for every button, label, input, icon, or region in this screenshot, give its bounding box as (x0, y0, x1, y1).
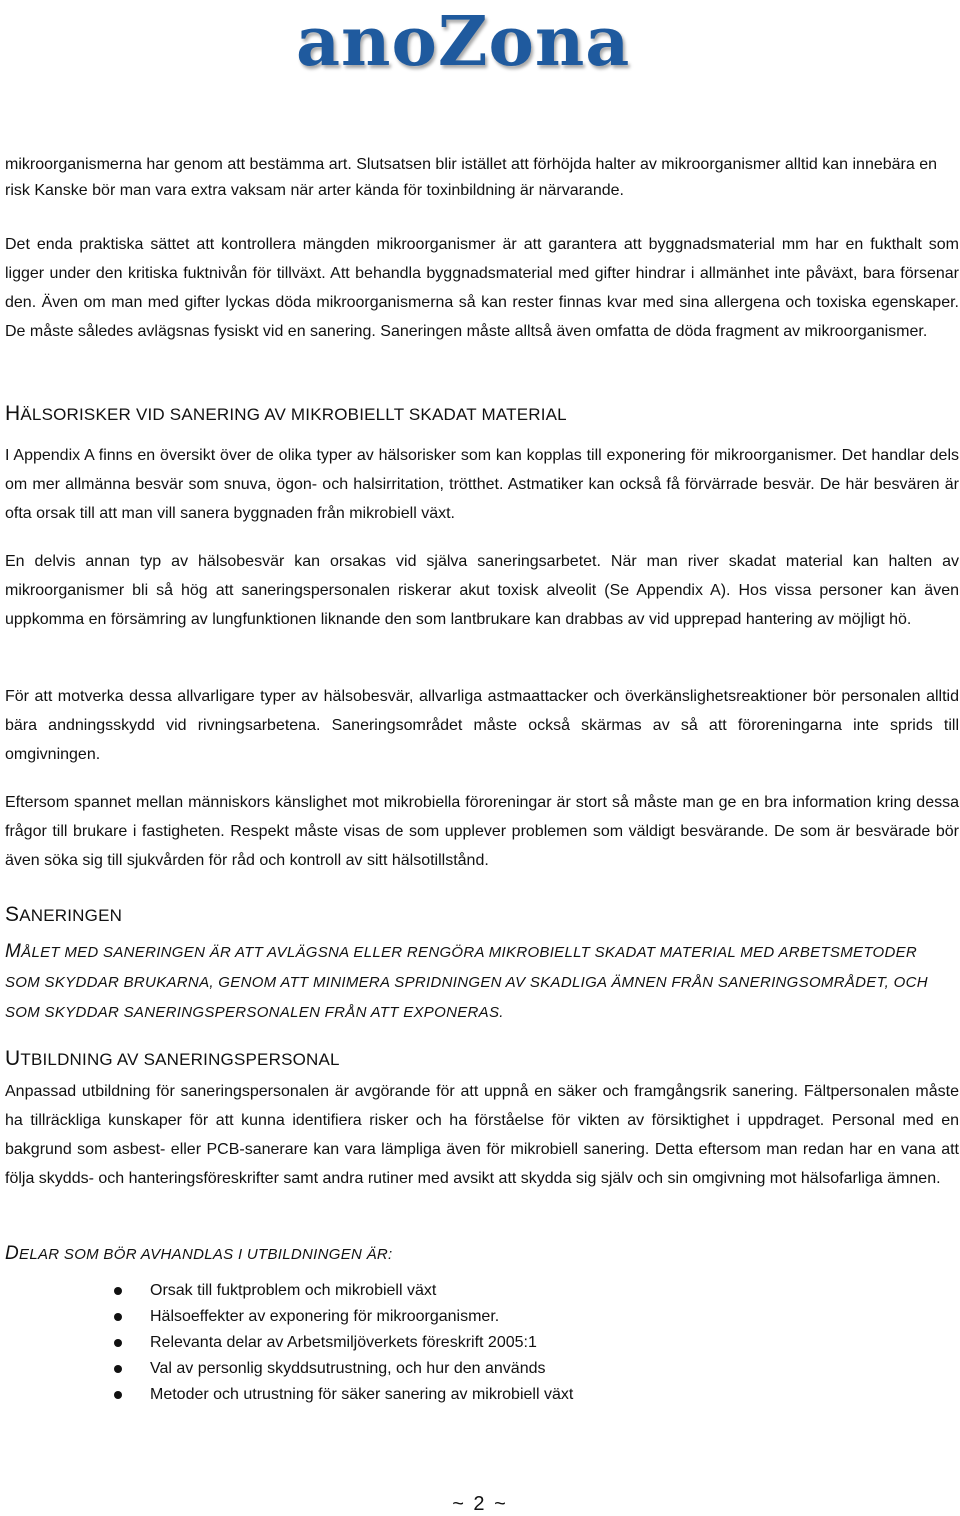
list-item-text: Hälsoeffekter av exponering för mikroorganismer. (150, 1308, 500, 1325)
goal-initial: M (5, 941, 22, 962)
heading-initial: D (5, 1243, 20, 1264)
heading-health-risks (5, 402, 567, 426)
intro-paragraph (5, 152, 959, 204)
partial-paragraph (5, 547, 959, 634)
list-item-text: Relevanta delar av Arbetsmiljöverkets föreskrift 2005:1 (150, 1334, 537, 1351)
sensitivity-paragraph (5, 788, 959, 875)
page-number: ~ 2 ~ (452, 1493, 508, 1515)
heading-initial: U (5, 1047, 21, 1070)
logo-wordmark: anoZona (296, 2, 631, 82)
list-item (110, 1278, 573, 1304)
heading-sanering (5, 903, 122, 927)
bullet-icon (114, 1287, 122, 1295)
list-item (110, 1382, 573, 1408)
heading-rest: ANERINGEN (19, 906, 123, 925)
heading-initial: S (5, 903, 20, 926)
bullet-icon (114, 1365, 122, 1373)
appendix-paragraph (5, 441, 959, 528)
header-logo (0, 0, 960, 90)
list-item-text: Orsak till fuktproblem och mikrobiell växt (150, 1282, 437, 1299)
training-topics-list (110, 1278, 573, 1408)
training-paragraph (5, 1077, 959, 1193)
goal-text: ÅLET MED SANERINGEN ÄR ATT AVLÄGSNA ELLER RENGÖRA MIKROBIELLT SKADAT MATERIAL MED ARBETSMETODER SOM SKYDDAR BRUKARNA, GENOM ATT MINIMERA SPRIDNINGEN AV SKADLIGA ÄMNEN FRÅN SANERINGSOMRÅDET, OCH SOM SKYDDAR SANERINGSPERSONALEN FRÅN ATT EXPONERAS. (5, 944, 928, 1021)
sensitivity-text: Eftersom spannet mellan människors känslighet mot mikrobiella föroreningar är stort så måste man ge en bra information kring dessa frågor till brukare i fastigheten. Respekt måste visas de som upplever problemen som väldigt besvärande. De som är besvärade bör även söka sig till sjukvården för råd och kontroll av sitt hälsotillstånd. (5, 794, 959, 869)
partial-text: En delvis annan typ av hälsobesvär kan orsakas vid själva saneringsarbetet. När man river skadat material kan halten av mikroorganismer bli så hög att saneringspersonalen riskerar akut toxisk alveolit (Se Appendix A). Hos vissa personer kan även uppkomma en försämring av lungfunktionen liknande den som lantbrukare kan drabbas av vid upprepad hantering av möjligt hö. (5, 553, 959, 628)
appendix-text: I Appendix A finns en översikt över de olika typer av hälsorisker som kan kopplas till exponering för mikroorganismer. Det handlar dels om mer allmänna besvär som snuva, ögon- och halsirritation, trötthet. Astmatiker kan också få förvärrade besvär. De här besvären är ofta orsak till att man vill sanera byggnaden från mikrobiell växt. (5, 447, 959, 522)
bullet-icon (114, 1391, 122, 1399)
control-text: Det enda praktiska sättet att kontrollera mängden mikroorganismer är att garantera att byggnadsmaterial mm har en fukthalt som ligger under den kritiska fuktnivån för tillväxt. Att behandla byggnadsmaterial med gifter hindrar i allmänhet inte påväxt, bara försenar den. Även om man med gifter lyckas döda mikroorganismerna så kan rester finnas kvar med sina allergena och toxiska egenskaper. De måste således avlägsnas fysiskt vid en sanering. Saneringen måste alltså även omfatta de döda fragment av mikroorganismer. (5, 236, 959, 340)
intro-text: mikroorganismerna har genom att bestämma art. Slutsatsen blir istället att förhöjda halter av mikroorganismer alltid kan innebära en risk Kanske bör man vara extra vaksam när arter kända för toxinbildning är närvarande. (5, 156, 937, 199)
heading-rest: TBILDNING AV SANERINGSPERSONAL (20, 1050, 340, 1069)
heading-initial: H (5, 402, 21, 425)
counteract-text: För att motverka dessa allvarligare typer av hälsobesvär, allvarliga astmaattacker och överkänslighetsreaktioner bör personalen alltid bära andningsskydd vid rivningsarbetena. Saneringsområdet måste också skärmas av så att föroreningarna inte sprids till omgivningen. (5, 688, 959, 763)
heading-training (5, 1047, 340, 1071)
control-paragraph (5, 230, 959, 346)
counteract-paragraph (5, 682, 959, 769)
list-item-text: Val av personlig skyddsutrustning, och hur den används (150, 1360, 546, 1377)
heading-rest: ÄLSORISKER VID SANERING AV MIKROBIELLT SKADAT MATERIAL (20, 405, 567, 424)
goal-statement (5, 937, 955, 1028)
list-item (110, 1304, 573, 1330)
heading-parts (5, 1241, 955, 1268)
list-item-text: Metoder och utrustning för säker sanering av mikrobiell växt (150, 1386, 574, 1403)
heading-rest: ELAR SOM BÖR AVHANDLAS I UTBILDNINGEN ÄR: (19, 1246, 393, 1263)
bullet-icon (114, 1313, 122, 1321)
training-text: Anpassad utbildning för saneringspersonalen är avgörande för att uppnå en säker och framgångsrik sanering. Fältpersonalen måste ha tillräckliga kunskaper för att kunna identifiera risker och ha förståelse för vikten av försiktighet i uppdraget. Personal med en bakgrund som asbest- eller PCB-sanerare kan vara lämpliga även för mikrobiell sanering. Detta eftersom man redan har en vana att följa skydds- och hanteringsföreskrifter samt andra rutiner med avsikt att skydda sig själv och sin omgivning mot hälsofarliga ämnen. (5, 1083, 959, 1187)
bullet-icon (114, 1339, 122, 1347)
list-item (110, 1356, 573, 1382)
list-item (110, 1330, 573, 1356)
